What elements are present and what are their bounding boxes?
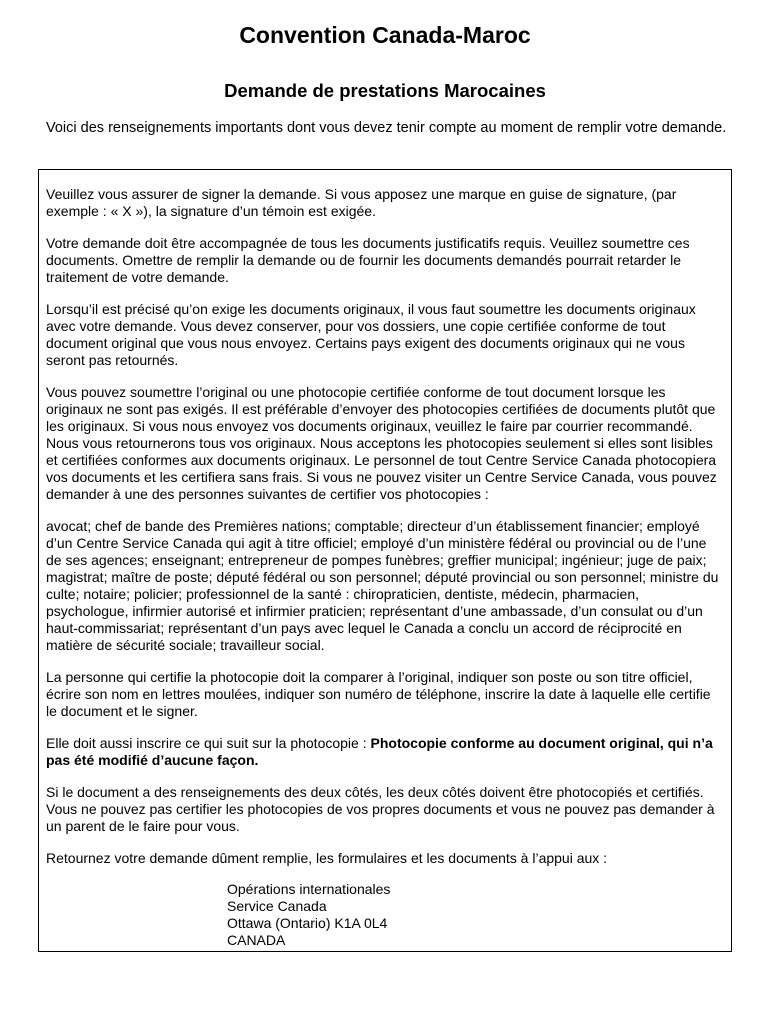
intro-paragraph: Voici des renseignements importants dont vous devez tenir compte au moment de remplir votre demande.: [46, 120, 727, 136]
address-line-3: Ottawa (Ontario) K1A 0L4: [227, 915, 388, 931]
mailing-address: [227, 881, 724, 949]
document-title: Convention Canada-Maroc: [239, 22, 531, 48]
document-subtitle: Demande de prestations Marocaines: [224, 80, 546, 101]
certifier-list-paragraph: avocat; chef de bande des Premières nations; comptable; directeur d’un établissement financier; employé d’un Centre Service Canada qui agit à titre officiel; employé d’un ministère fédéral ou provincial ou de l’une de ses agences; enseignant; entrepreneur de pompes funèbres; greffier municipal; ingénieur; juge de paix; magistrat; maître de poste; député fédéral ou son personnel; député provincial ou son personnel; ministre du culte; notaire; policier; professionnel de la santé : chiropraticien, dentiste, médecin, pharmacien, psychologue, infirmier autorisé et infirmier praticien; représentant d’une ambassade, d’un consulat ou d’un haut-commissariat; représentant d’un pays avec lequel le Canada a conclu un accord de réciprocité en matière de sécurité sociale; travailleur social.: [46, 518, 719, 653]
signature-paragraph: Veuillez vous assurer de signer la demande. Si vous apposez une marque en guise de signature, (par exemple : « X »), la signature d’un témoin est exigée.: [46, 186, 677, 219]
certification-statement-prefix: Elle doit aussi inscrire ce qui suit sur la photocopie :: [46, 735, 371, 751]
two-sided-documents-paragraph: Si le document a des renseignements des deux côtés, les deux côtés doivent être photocopiés et certifiés. Vous ne pouvez pas certifier les photocopies de vos propres documents et vous ne pouvez pas demander à un parent de le faire pour vous.: [46, 784, 715, 834]
original-documents-paragraph: Lorsqu’il est précisé qu’on exige les documents originaux, il vous faut soumettre les documents originaux avec votre demande. Vous devez conserver, pour vos dossiers, une copie certifiée conforme de tout document original que vous nous envoyez. Certains pays exigent des documents originaux qui ne vous seront pas retournés.: [46, 301, 696, 368]
certification-statement-text: Photocopie conforme au document original, qui n’a pas été modifié d’aucune façon.: [46, 735, 713, 768]
certification-procedure-paragraph: La personne qui certifie la photocopie doit la comparer à l’original, indiquer son poste ou son titre officiel, écrire son nom en lettres moulées, indiquer son numéro de téléphone, inscrire la date à laquelle elle certifie le document et le signer.: [46, 669, 711, 719]
address-line-1: Opérations internationales: [227, 881, 391, 897]
address-line-4: CANADA: [227, 932, 286, 948]
address-line-2: Service Canada: [227, 898, 327, 914]
supporting-documents-paragraph: Votre demande doit être accompagnée de tous les documents justificatifs requis. Veuillez soumettre ces documents. Omettre de remplir la demande ou de fournir les documents demandés pourrait retarder le traitement de votre demande.: [46, 235, 690, 285]
certified-copies-paragraph: Vous pouvez soumettre l’original ou une photocopie certifiée conforme de tout document lorsque les originaux ne sont pas exigés. Il est préférable d’envoyer des photocopies certifiées de documents plutôt que les originaux. Si vous nous envoyez vos documents originaux, veuillez le faire par courrier recommandé. Nous vous retournerons tous vos originaux. Nous acceptons les photocopies seulement si elles sont lisibles et certifiées conformes aux documents originaux. Le personnel de tout Centre Service Canada photocopiera vos documents et les certifiera sans frais. Si vous ne pouvez visiter un Centre Service Canada, vous pouvez demander à une des personnes suivantes de certifier vos photocopies :: [46, 384, 717, 502]
certification-statement-paragraph: [46, 735, 724, 769]
return-instructions-paragraph: Retournez votre demande dûment remplie, les formulaires et les documents à l’appui aux :: [46, 850, 608, 866]
instructions-box: [38, 169, 732, 952]
